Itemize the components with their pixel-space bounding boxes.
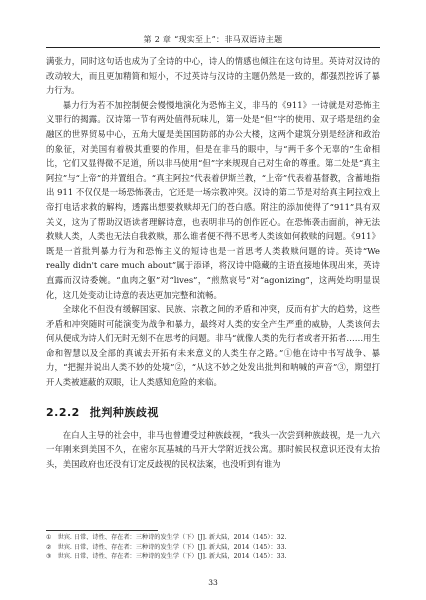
footnotes [46,533,380,562]
section-number: 2.2.2 [46,405,80,419]
section-title: 批判种族歧视 [89,405,159,419]
header-rule [46,47,380,48]
footnote-mark: ② [46,543,52,551]
footnote-mark: ③ [46,553,52,561]
section-heading [46,404,380,420]
page-number: 33 [208,578,218,587]
paragraph-globalization: 全球化不但没有缓解国家、民族、宗教之间的矛盾和冲突，反而有扩大的趋势，这些矛盾和冲突随时可能演变为战争和暴力，最终对人类的安全产生严重的威胁，人类该何去何从便成为诗人们无时无刻不在思考的问题。非马“就像人类的先行者或者开拓者……用生命和智慧以及全部的真诚去开拓有未来意义的人类生存之路。”①他在诗中书写战争、暴力，“把握并说出人类不妙的处境”②，“从这不妙之处发出批判和呐喊的声音”③，期望打开人类被遮蔽的双眼，让人类感知危险的来临。 [46,304,380,388]
footnote [46,533,380,543]
paragraph-continued: 满张力，同时这句话也成为了全诗的中心，诗人的情感也倾注在这句诗里。英诗对汉诗的改动较大，而且更加精简和短小，不过英诗与汉诗的主题仍然是一致的，都强烈控诉了暴力行为。 [46,56,380,96]
paragraph-911-poem: 暴力行为若不加控制便会慢慢地演化为恐怖主义，非马的《911》一诗就是对恐怖主义罪行的揭露。汉诗第一节有两处值得玩味儿，第一处是“但”字的使用、双子塔是纽约金融区的世界贸易中心，五角大厦是美国国防部的办公大楼，这两个建筑分别是经济和政治的象征，对美国有着极其重要的作用，但是在非马的眼中，与“两千多个无辜的”生命相比，它们又显得微不足道，所以非马使用“但”字来规现自己对生命的尊重。第二处是“真主阿拉”与“上帝”的并置组合。“真主阿拉”代表着伊斯兰教，“上帝”代表着基督教，含蓄地指出 911 不仅仅是一场恐怖袭击，它还是一场宗教冲突。汉诗的第二节是对给真主阿拉戏上帝打电话求救的解构，透露出想要救赎却无门的苍白感。附注的添加使得了“911”具有双关义，这为了帮助汉语读者理解诗意，也表明非马的创作匠心。在恐怖袭击面前，神无法救赎人类，人类也无法自我救赎，那么谁者便不得不思考人类该如何救赎的问题。《911》既是一首批判暴力行为和恐怖主义的短诗也是一首思考人类救赎问题的诗。英诗“We really didn't care much about”属于添译，将汉诗中隐藏的主语直接地体现出来，英诗直露而汉诗委婉。“血肉之躯”对“lives”，“煎熬哀号”对“agonizing”，这两处均明显误化，这几处变动让诗意的表达更加完整和流畅。 [46,99,380,300]
footnote-mark: ① [46,534,52,541]
footnote-rule [46,530,158,531]
footnote-text: 世宾. 日常、诗性、存在者：三种诗的发生学（下）[J]. 新大陆，2014（145）：33. [57,543,287,551]
paragraph-racism: 在白人主导的社会中，非马也曾遭受过种族歧视，“我头一次尝到种族歧视，是一九六一年刚来到美国不久，在密尔瓦基城的马开大学附近找公寓。那时候民权意识还没有太抬头，美国政府也还没有订定反歧视的民权法案，也没听到有谁为 [46,429,380,469]
footnote [46,552,380,562]
footnote [46,543,380,553]
footnote-text: 世宾. 日常、诗性、存在者：三种诗的发生学（下）[J]. 新大陆，2014（145）：33. [57,553,287,561]
running-header: 第 2 章 “现实至上”：非马双语诗主题 [143,35,283,44]
footnote-text: 世宾. 日常、诗性、存在者：三种诗的发生学（下）[J]. 新大陆，2014（145）：32. [57,534,287,541]
page-body [46,54,380,471]
